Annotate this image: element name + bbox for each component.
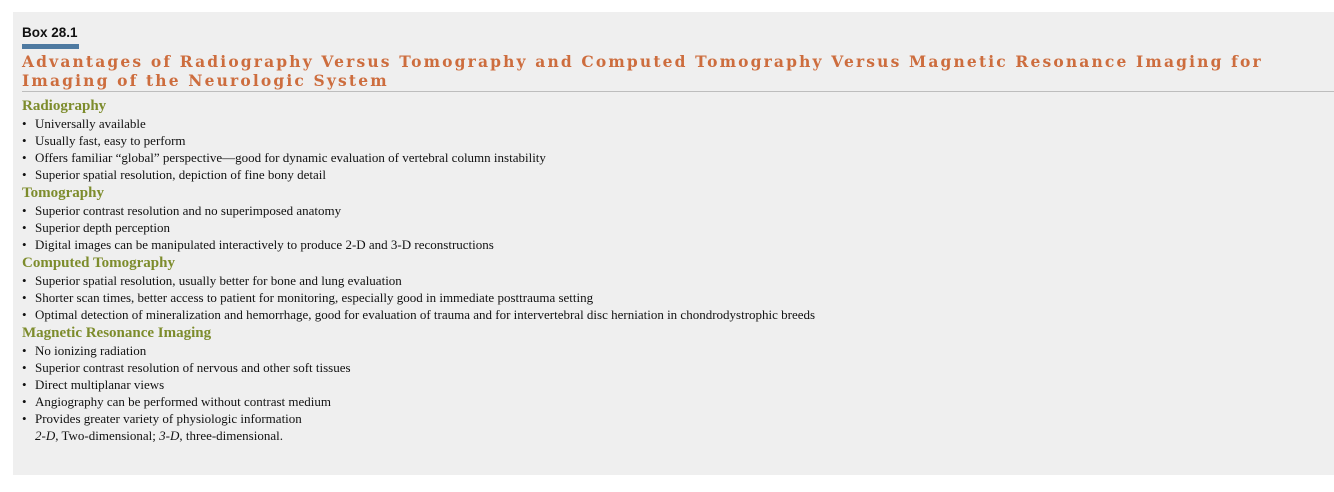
- bullet: •: [22, 133, 27, 148]
- bullet: •: [22, 220, 27, 235]
- list-item: [22, 410, 1322, 427]
- bullet: •: [22, 116, 27, 131]
- bullet: •: [22, 307, 27, 322]
- section-heading: Computed Tomography: [22, 255, 175, 271]
- section-heading: Radiography: [22, 98, 107, 114]
- section-heading: Tomography: [22, 185, 104, 201]
- list-item-text: Direct multiplanar views: [35, 377, 165, 392]
- list-item: [22, 306, 1322, 323]
- bullet: •: [22, 273, 27, 288]
- list-item: [22, 236, 1322, 253]
- list-item-text: Universally available: [35, 116, 146, 131]
- list-item: [22, 219, 1322, 236]
- list-item: [22, 115, 1322, 132]
- definition-2d: , Two-dimensional;: [55, 428, 160, 443]
- list-item-text: Superior contrast resolution and no superimposed anatomy: [35, 203, 342, 218]
- bullet: •: [22, 394, 27, 409]
- bullet: •: [22, 203, 27, 218]
- box-content: [22, 98, 1322, 444]
- bullet: •: [22, 150, 27, 165]
- list-item: [22, 342, 1322, 359]
- list-item-text: Superior depth perception: [35, 220, 171, 235]
- box-label: Box 28.1: [22, 25, 78, 40]
- bullet: •: [22, 167, 27, 182]
- list-item: [22, 393, 1322, 410]
- abbreviations-footnote: [22, 427, 1322, 444]
- section-magnetic-resonance-imaging: [22, 325, 1322, 427]
- list-item: [22, 289, 1322, 306]
- list-item-text: Usually fast, easy to perform: [35, 133, 186, 148]
- section-list: [22, 115, 1322, 183]
- list-item-text: Shorter scan times, better access to patient for monitoring, especially good in immediate posttrauma setting: [35, 290, 594, 305]
- section-list: [22, 272, 1322, 323]
- section-computed-tomography: [22, 255, 1322, 323]
- abbreviation-2d: 2-D: [35, 428, 56, 443]
- list-item-text: No ionizing radiation: [35, 343, 147, 358]
- bullet: •: [22, 411, 27, 426]
- list-item: [22, 202, 1322, 219]
- list-item-text: Superior spatial resolution, usually better for bone and lung evaluation: [35, 273, 402, 288]
- title-divider: [22, 91, 1334, 92]
- list-item: [22, 359, 1322, 376]
- list-item-text: Superior spatial resolution, depiction of fine bony detail: [35, 167, 326, 182]
- bullet: •: [22, 343, 27, 358]
- list-item: [22, 149, 1322, 166]
- section-heading: Magnetic Resonance Imaging: [22, 325, 212, 341]
- bullet: •: [22, 237, 27, 252]
- info-box: [13, 12, 1334, 475]
- list-item-text: Superior contrast resolution of nervous and other soft tissues: [35, 360, 351, 375]
- list-item-text: Offers familiar “global” perspective—good for dynamic evaluation of vertebral column instability: [35, 150, 546, 165]
- list-item-text: Angiography can be performed without contrast medium: [35, 394, 332, 409]
- bullet: •: [22, 290, 27, 305]
- box-title: Advantages of Radiography Versus Tomography and Computed Tomography Versus Magnetic Resonance Imaging for Imaging of the Neurologic System: [22, 52, 1263, 90]
- list-item: [22, 376, 1322, 393]
- section-radiography: [22, 98, 1322, 183]
- definition-3d: , three-dimensional.: [179, 428, 283, 443]
- list-item: [22, 132, 1322, 149]
- abbreviation-3d: 3-D: [159, 428, 180, 443]
- list-item-text: Digital images can be manipulated interactively to produce 2-D and 3-D reconstructions: [35, 237, 494, 252]
- list-item: [22, 272, 1322, 289]
- bullet: •: [22, 377, 27, 392]
- list-item-text: Optimal detection of mineralization and hemorrhage, good for evaluation of trauma and for intervertebral disc herniation in chondrodystrophic breeds: [35, 307, 816, 322]
- bullet: •: [22, 360, 27, 375]
- section-list: [22, 342, 1322, 427]
- box-label-underline: [22, 44, 79, 49]
- list-item: [22, 166, 1322, 183]
- list-item-text: Provides greater variety of physiologic information: [35, 411, 302, 426]
- section-list: [22, 202, 1322, 253]
- section-tomography: [22, 185, 1322, 253]
